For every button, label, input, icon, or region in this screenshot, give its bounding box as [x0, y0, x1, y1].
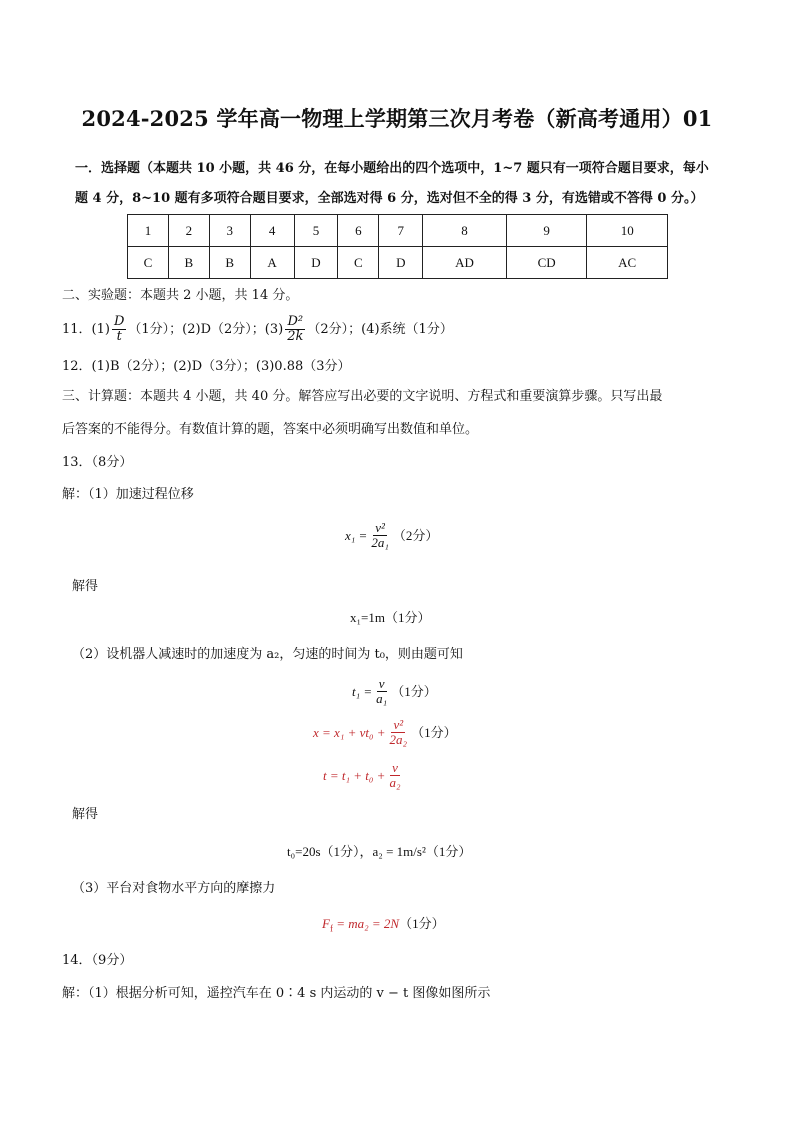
- q11-frac1-numerator: D: [113, 314, 125, 329]
- eq1-fraction: [369, 521, 391, 550]
- q11-frac2-numerator: D²: [287, 314, 304, 329]
- question-number: 8: [423, 215, 507, 247]
- eq3-lhs: x = x₁ + vt₀ +: [313, 724, 386, 740]
- eq3-denominator: 2a₂: [389, 732, 408, 747]
- eq5-score: （1分）: [399, 916, 445, 931]
- answer-cell: D: [379, 247, 423, 279]
- q11-frac1-denominator: t: [116, 329, 122, 344]
- eq2-score: （1分）: [391, 683, 437, 699]
- eq4-denominator: a₂: [389, 775, 401, 790]
- q11-prefix: 11．(1): [62, 321, 110, 337]
- section3-line2: 后答案的不能得分。有数值计算的题，答案中必须明确写出数值和单位。: [62, 422, 479, 437]
- section1-line1: 一．选择题（本题共 10 小题，共 46 分，在每小题给出的四个选项中，1~7 题只有一项符合题目要求，每小: [75, 161, 709, 176]
- q13-solve-1: 解得: [72, 579, 99, 594]
- q13-equation-3: [313, 718, 457, 747]
- question-number: 6: [338, 215, 379, 247]
- q13-part3: （3）平台对食物水平方向的摩擦力: [72, 881, 276, 896]
- q12-line: 12．(1)B（2分）；(2)D（3分）；(3)0.88（3分）: [62, 359, 351, 374]
- answer-cell: A: [250, 247, 294, 279]
- q13-equation-1: [345, 521, 438, 550]
- eq4-fraction: [387, 761, 402, 790]
- answer-table-number-row: [128, 215, 668, 247]
- eq2-fraction: [374, 677, 389, 706]
- q11-fraction-2: [285, 315, 305, 344]
- eq5-rest: = ma₂ = 2N: [332, 916, 400, 931]
- section1-line2: 题 4 分，8~10 题有多项符合题目要求，全部选对得 6 分，选对但不全的得 3 分，有选错或不答得 0 分。）: [75, 191, 704, 206]
- eq2-denominator: a₁: [376, 691, 388, 706]
- answer-cell: AC: [587, 247, 668, 279]
- q13-result-1: x₁=1m（1分）: [350, 610, 431, 625]
- answer-cell: B: [168, 247, 209, 279]
- answer-cell: AD: [423, 247, 507, 279]
- answer-table-answer-row: [128, 247, 668, 279]
- eq1-lhs: x₁ =: [345, 527, 368, 543]
- q11-rest: （2分）；(4)系统（1分）: [307, 321, 453, 337]
- q14-part1: 解：（1）根据分析可知，遥控汽车在 0∶4 s 内运动的 v − t 图像如图所示: [62, 986, 491, 1001]
- eq5-force-subscript: f: [329, 923, 333, 934]
- q13-part2: （2）设机器人减速时的加速度为 a₂，匀速的时间为 t₀，则由题可知: [72, 647, 463, 662]
- question-number: 4: [250, 215, 294, 247]
- question-number: 7: [379, 215, 423, 247]
- question-number: 9: [506, 215, 587, 247]
- eq3-score: （1分）: [411, 724, 457, 740]
- section3-line1: 三、计算题：本题共 4 小题，共 40 分。解答应写出必要的文字说明、方程式和重要演算步骤。只写出最: [62, 389, 663, 404]
- answer-cell: CD: [506, 247, 587, 279]
- eq4-lhs: t = t₁ + t₀ +: [323, 767, 386, 783]
- eq1-numerator: v²: [375, 520, 385, 535]
- question-number: 2: [168, 215, 209, 247]
- question-number: 5: [294, 215, 338, 247]
- answer-table: [127, 214, 668, 279]
- q13-equation-5: [322, 915, 445, 938]
- answer-cell: D: [294, 247, 338, 279]
- q11-fraction-1: [112, 315, 126, 344]
- eq1-score: （2分）: [392, 527, 439, 543]
- q11-part1-score: （1分）；(2)D（2分）；(3): [128, 321, 284, 337]
- q13-equation-4: [323, 761, 404, 790]
- eq2-lhs: t₁ =: [352, 683, 373, 699]
- question-number: 1: [128, 215, 169, 247]
- q13-equation-2: [352, 677, 437, 706]
- q14-header: 14．（9分）: [62, 953, 133, 968]
- answer-cell: C: [128, 247, 169, 279]
- answer-cell: B: [209, 247, 250, 279]
- question-number: 10: [587, 215, 668, 247]
- q13-header: 13．（8分）: [62, 455, 133, 470]
- q13-solve-2: 解得: [72, 807, 99, 822]
- q11-frac2-denominator: 2k: [287, 329, 304, 344]
- q13-result-2: t₀=20s（1分），a₂ = 1m/s²（1分）: [287, 844, 472, 859]
- question-number: 3: [209, 215, 250, 247]
- eq4-numerator: v: [392, 760, 398, 775]
- q13-part1: 解：（1）加速过程位移: [62, 487, 194, 502]
- eq2-numerator: v: [378, 676, 385, 691]
- section2-heading: 二、实验题：本题共 2 小题，共 14 分。: [62, 288, 299, 303]
- answer-cell: C: [338, 247, 379, 279]
- eq5-force-symbol: F: [322, 916, 330, 931]
- eq3-fraction: [388, 718, 410, 747]
- eq1-denominator: 2a₁: [371, 535, 389, 550]
- eq3-numerator: v²: [393, 717, 404, 732]
- q11-line: [62, 315, 453, 344]
- page-title: 2024-2025 学年高一物理上学期第三次月考卷（新高考通用）01: [81, 106, 713, 131]
